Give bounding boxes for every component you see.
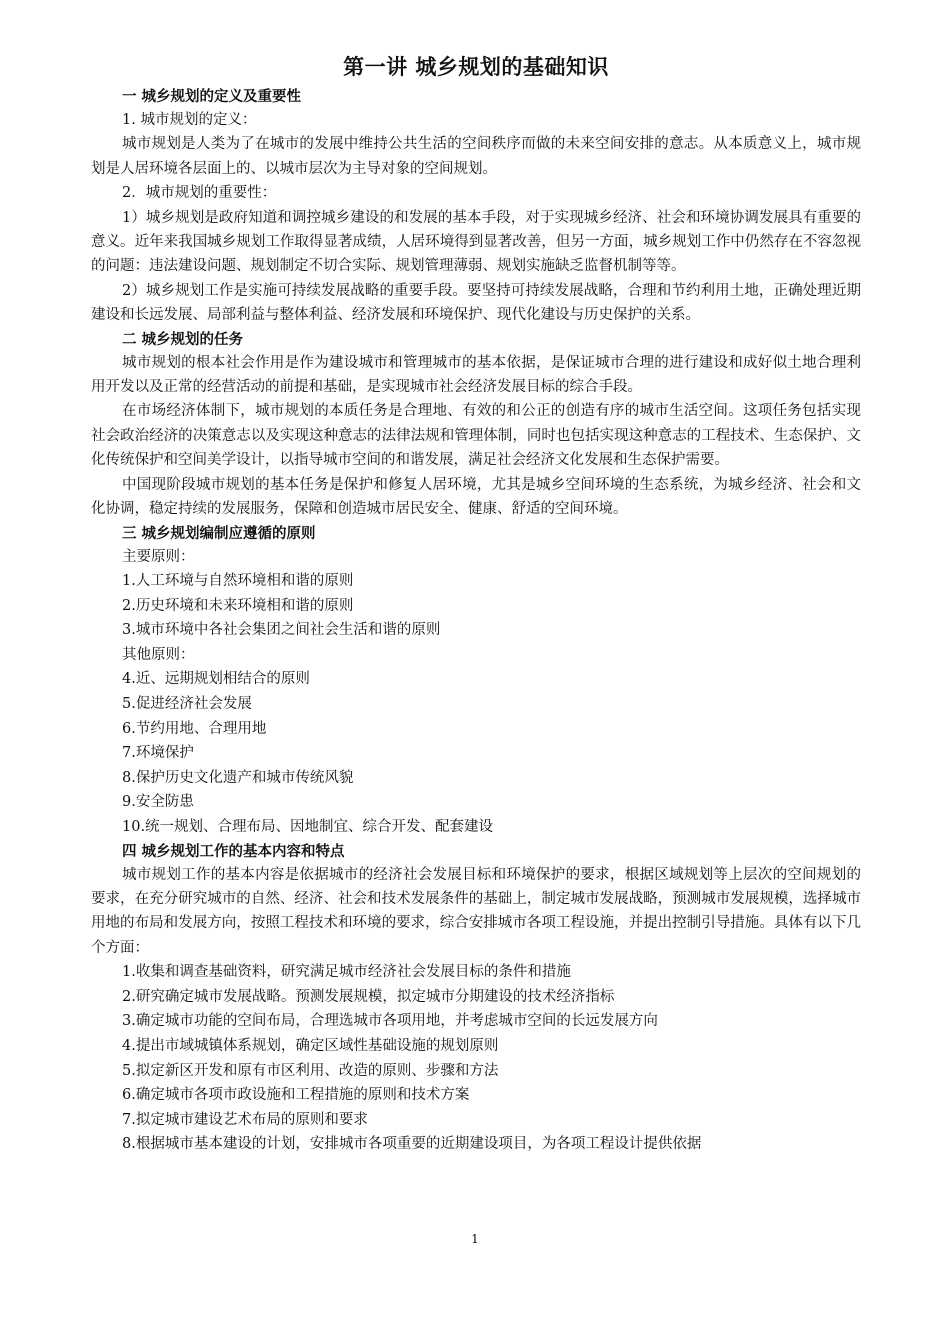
list-item: 6.节约用地、合理用地 bbox=[122, 720, 267, 737]
list-item: 7.拟定城市建设艺术布局的原则和要求 bbox=[122, 1111, 368, 1128]
list-item: 6.确定城市各项市政设施和工程措施的原则和技术方案 bbox=[122, 1087, 470, 1104]
list-label: 主要原则： bbox=[122, 548, 195, 565]
paragraph: 中国现阶段城市规划的基本任务是保护和修复人居环境，尤其是城乡空间环境的生态系统，为城乡经济、社会和文化协调，稳定持续的发展服务，保障和创造城市居民安全、健康、舒适的空间环境。 bbox=[91, 476, 861, 518]
list-item: 2.历史环境和未来环境相和谐的原则 bbox=[122, 597, 354, 614]
list-item: 7.环境保护 bbox=[122, 745, 194, 762]
list-item: 3.城市环境中各社会集团之间社会生活和谐的原则 bbox=[122, 622, 441, 639]
paragraph: 城市规划的根本社会作用是作为建设城市和管理城市的基本依据，是保证城市合理的进行建设和成好似土地合理利用开发以及正常的经营活动的前提和基础，是实现城市社会经济发展目标的综合手段。 bbox=[91, 354, 861, 396]
paragraph: 2）城乡规划工作是实施可持续发展战略的重要手段。要坚持可持续发展战略，合理和节约利用土地，正确处理近期建设和长远发展、局部利益与整体利益、经济发展和环境保护、现代化建设与历史保护的关系。 bbox=[91, 282, 861, 324]
list-item: 4.提出市域城镇体系规划，确定区域性基础设施的规划原则 bbox=[122, 1038, 499, 1055]
list-item: 2.研究确定城市发展战略。预测发展规模，拟定城市分期建设的技术经济指标 bbox=[122, 988, 615, 1005]
section-content-features bbox=[91, 840, 861, 1157]
section-heading: 三 城乡规划编制应遵循的原则 bbox=[122, 524, 316, 542]
list-item: 1.人工环境与自然环境相和谐的原则 bbox=[122, 573, 354, 590]
section-heading: 四 城乡规划工作的基本内容和特点 bbox=[122, 842, 345, 860]
list-item: 5.促进经济社会发展 bbox=[122, 696, 252, 713]
document-title: 第一讲 城乡规划的基础知识 bbox=[343, 54, 609, 79]
list-item: 3.确定城市功能的空间布局，合理选城市各项用地，并考虑城市空间的长远发展方向 bbox=[122, 1013, 658, 1030]
paragraph: 城市规划是人类为了在城市的发展中维持公共生活的空间秩序而做的未来空间安排的意志。从本质意义上，城市规划是人居环境各层面上的、以城市层次为主导对象的空间规划。 bbox=[91, 136, 861, 177]
list-item: 5.拟定新区开发和原有市区利用、改造的原则、步骤和方法 bbox=[122, 1062, 499, 1079]
document-body bbox=[91, 52, 861, 1157]
list-item: 8.根据城市基本建设的计划，安排城市各项重要的近期建设项目，为各项工程设计提供依据 bbox=[122, 1136, 702, 1153]
page-number: 1 bbox=[471, 1232, 479, 1246]
section-definition-importance bbox=[91, 85, 861, 328]
paragraph: 城市规划工作的基本内容是依据城市的经济社会发展目标和环境保护的要求，根据区域规划等上层次的空间规划的要求，在充分研究城市的自然、经济、社会和技术发展条件的基础上，制定城市发展战略，预测城市发展规模，选择城市用地的布局和发展方向，按照工程技术和环境的要求，综合安排城市各项工程设施，并提出控制引导措施。具体有以下几个方面： bbox=[91, 866, 861, 956]
paragraph: 在市场经济体制下，城市规划的本质任务是合理地、有效的和公正的创造有序的城市生活空间。这项任务包括实现社会政治经济的决策意志以及实现这种意志的法律法规和管理体制，同时也包括实现这种意志的工程技术、生态保护、文化传统保护和空间美学设计，以指导城市空间的和谐发展，满足社会经济文化发展和生态保护需要。 bbox=[91, 403, 861, 469]
list-item: 9.安全防患 bbox=[122, 794, 194, 811]
paragraph: 1. 城市规划的定义： bbox=[122, 112, 257, 128]
section-principles bbox=[91, 522, 861, 840]
list-label: 其他原则： bbox=[122, 646, 195, 663]
section-tasks bbox=[91, 328, 861, 522]
paragraph: 1）城乡规划是政府知道和调控城乡建设的和发展的基本手段，对于实现城乡经济、社会和环境协调发展具有重要的意义。近年来我国城乡规划工作取得显著成绩，人居环境得到显著改善，但另一方面，城乡规划工作中仍然存在不容忽视的问题：违法建设问题、规划制定不切合实际、规划管理薄弱、规划实施缺乏监督机制等等。 bbox=[91, 209, 861, 275]
paragraph: 2．城市规划的重要性： bbox=[122, 185, 277, 202]
list-item: 4.近、远期规划相结合的原则 bbox=[122, 671, 310, 688]
list-item: 8.保护历史文化遗产和城市传统风貌 bbox=[122, 769, 354, 786]
list-item: 10.统一规划、合理布局、因地制宜、综合开发、配套建设 bbox=[122, 819, 494, 836]
section-heading: 一 城乡规划的定义及重要性 bbox=[122, 88, 302, 105]
section-heading: 二 城乡规划的任务 bbox=[122, 330, 244, 348]
list-item: 1.收集和调查基础资料，研究满足城市经济社会发展目标的条件和措施 bbox=[122, 964, 571, 981]
